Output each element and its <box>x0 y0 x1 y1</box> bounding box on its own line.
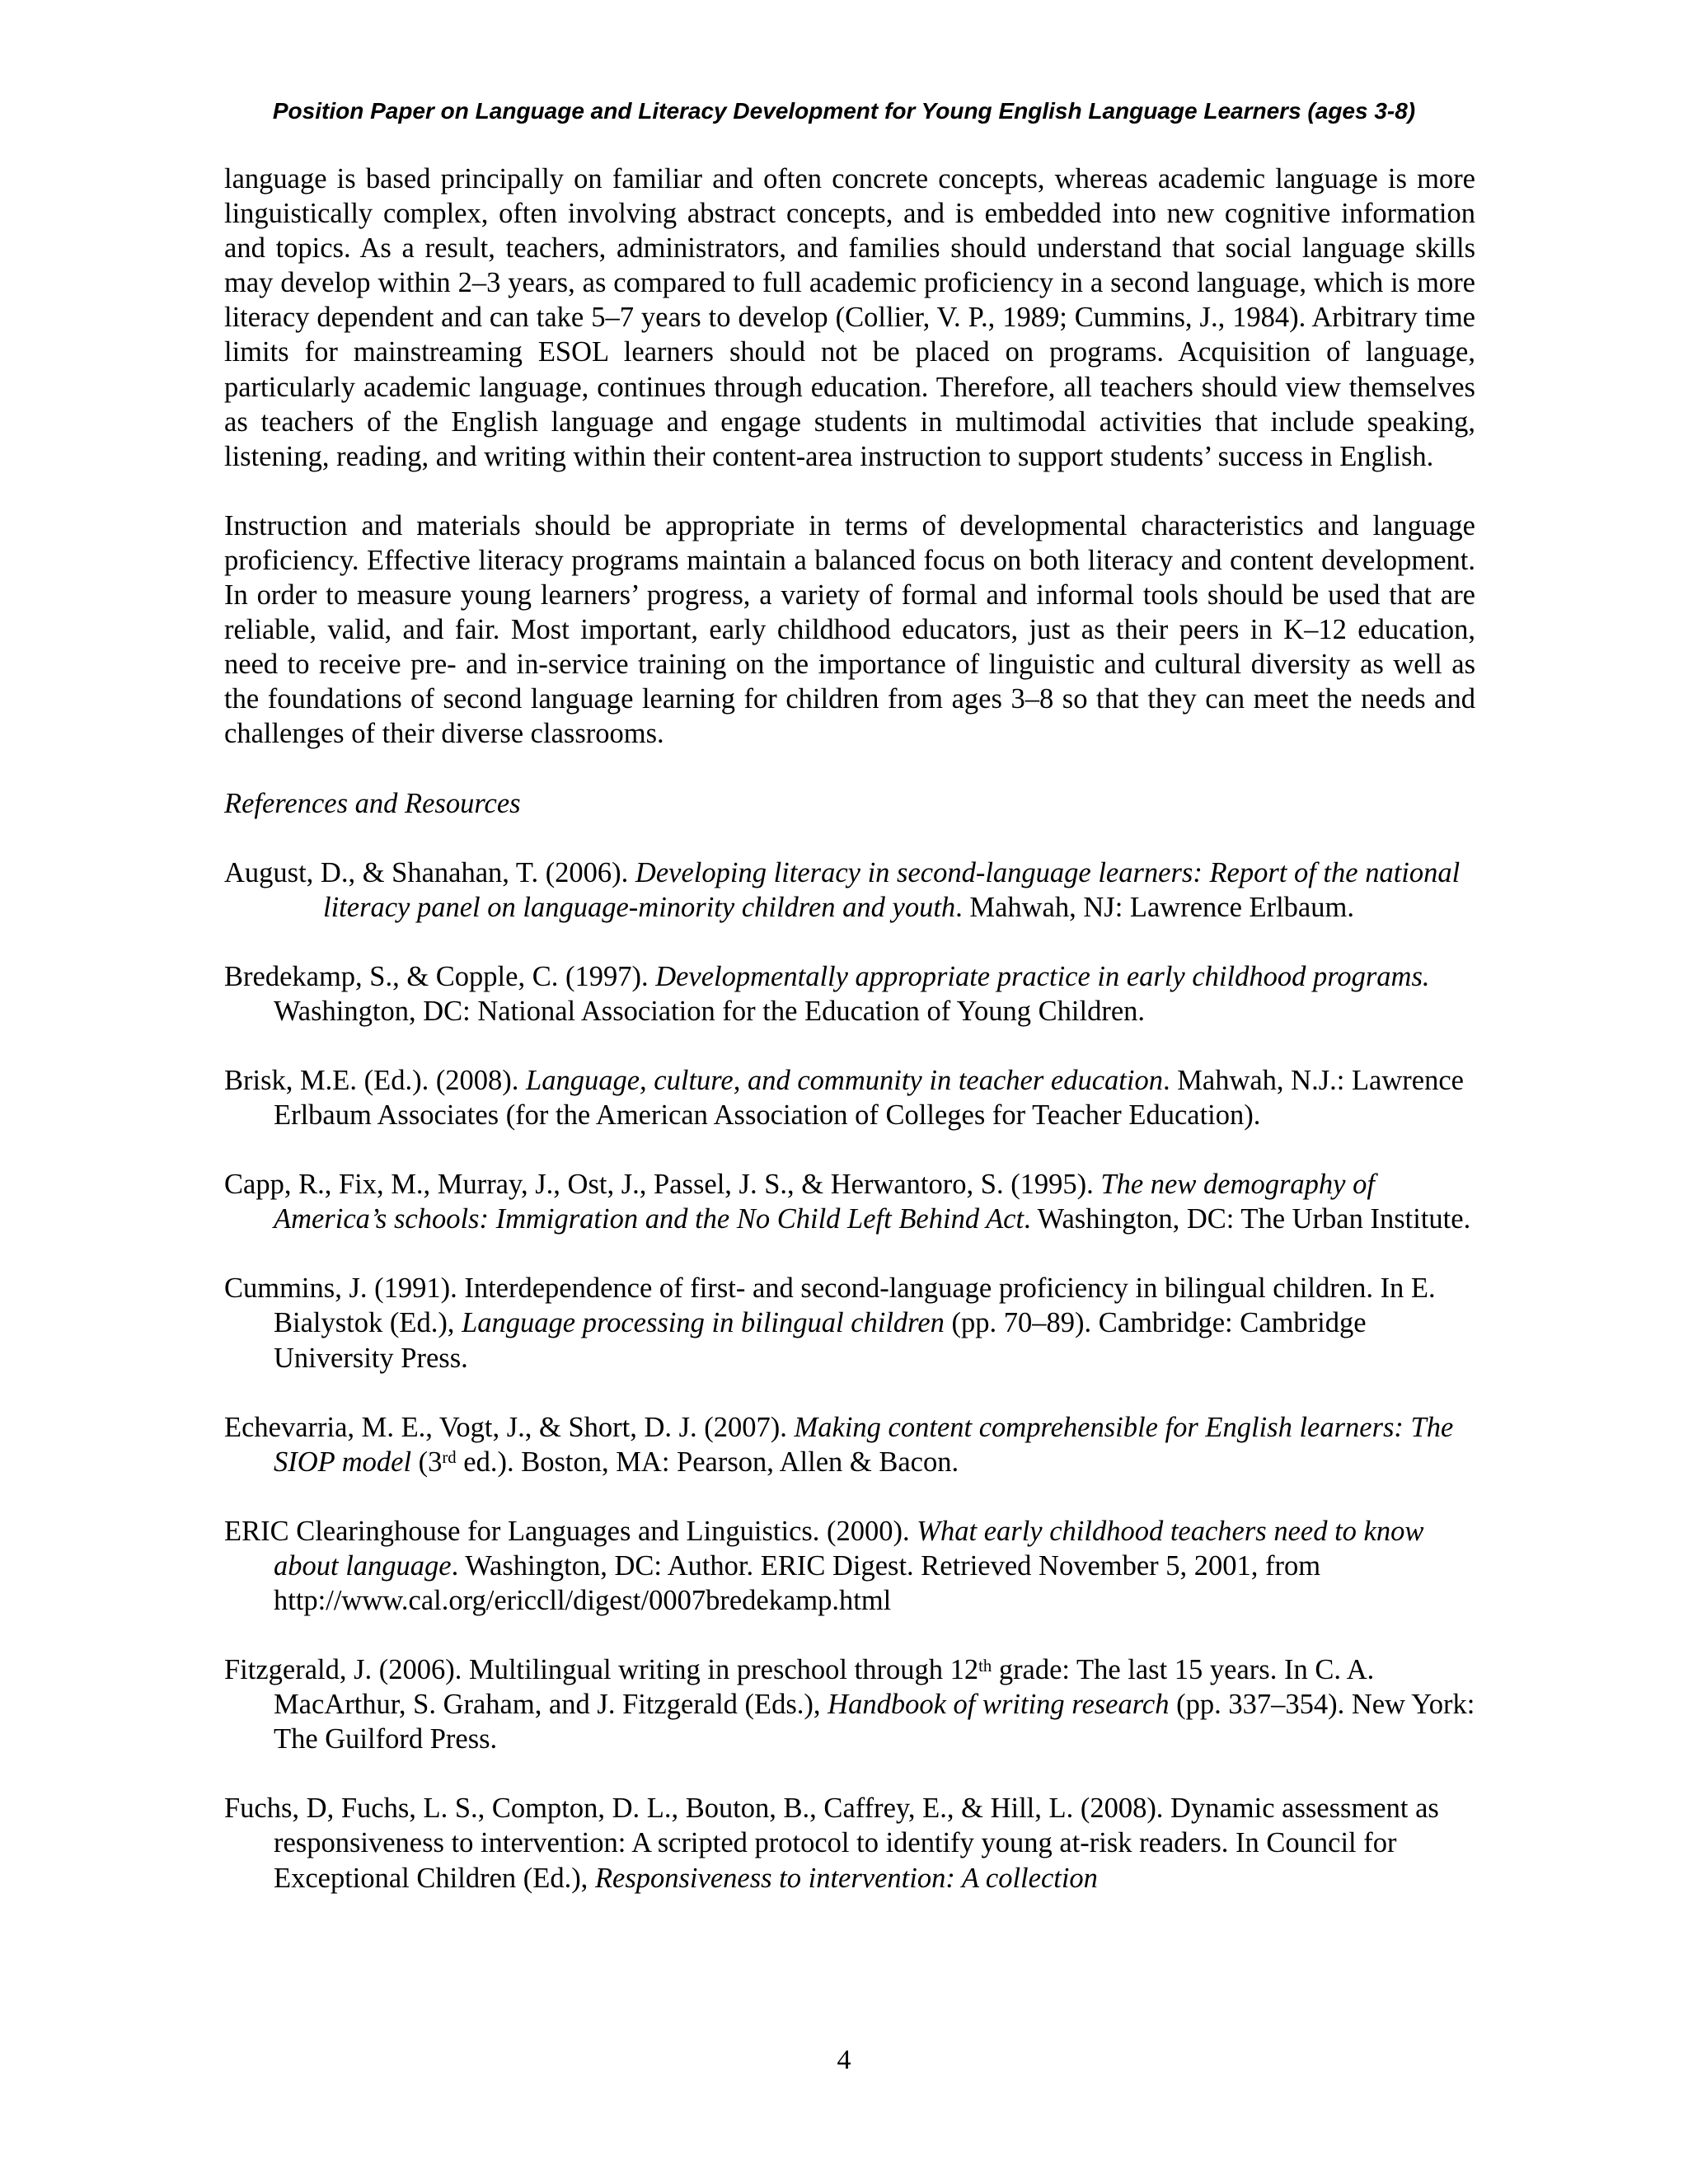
reference-title: What early childhood teachers need to know about language <box>274 1515 1424 1582</box>
reference-authors: Capp, R., Fix, M., Murray, J., Ost, J., Passel, J. S., & Herwantoro, S. (1995). <box>224 1169 1101 1201</box>
reference-title: Making content comprehensible for English learners: The SIOP model <box>274 1411 1454 1478</box>
reference-title: Language, culture, and community in teacher education <box>526 1064 1163 1096</box>
reference-publisher: . Washington, DC: Author. ERIC Digest. Retrieved November 5, 2001, from http://www.cal.org/ericcll/digest/0007bredekamp.html <box>274 1549 1321 1616</box>
ordinal-superscript: rd <box>442 1449 457 1468</box>
reference-publisher: (pp. 337–354). New York: The Guilford Press. <box>274 1689 1475 1755</box>
reference-authors: Brisk, M.E. (Ed.). (2008). <box>224 1064 527 1096</box>
reference-publisher: (pp. 70–89). Cambridge: Cambridge University Press. <box>274 1307 1367 1374</box>
page-number: 4 <box>837 2045 851 2075</box>
body-paragraph: Instruction and materials should be appropriate in terms of developmental characteristics and language proficiency. Effective literacy programs maintain a balanced focus on both literacy and content development. In order to measure young learners’ progress, a variety of formal and informal tools should be used that are reliable, valid, and fair. Most important, early childhood educators, just as their peers in K–12 education, need to receive pre- and in-service training on the importance of linguistic and cultural diversity as well as the foundations of second language learning for children from ages 3–8 so that they can meet the needs and challenges of their diverse classrooms. <box>224 509 1475 750</box>
reference-publisher: . Mahwah, NJ: Lawrence Erlbaum. <box>955 891 1354 923</box>
reference-title: Language processing in bilingual children <box>462 1307 945 1339</box>
reference-authors: August, D., & Shanahan, T. (2006). <box>224 856 635 888</box>
reference-authors: Fitzgerald, J. (2006). Multilingual writing in preschool through 12 <box>224 1654 979 1686</box>
reference-authors: Cummins, J. (1991). Interdependence of first- and second-language proficiency in bilingual children. In E. Bialystok (Ed.), <box>224 1272 1436 1339</box>
reference-publisher: . Mahwah, N.J.: Lawrence Erlbaum Associates (for the American Association of Colleges for Teacher Education). <box>274 1064 1464 1132</box>
reference-title: Responsiveness to intervention: A collection <box>594 1862 1098 1894</box>
reference-publisher: . Washington, DC: The Urban Institute. <box>1024 1203 1471 1235</box>
ordinal-superscript: th <box>978 1657 992 1675</box>
reference-entry <box>224 1791 1475 1895</box>
document-body <box>224 162 1475 1896</box>
reference-entry <box>224 1514 1475 1618</box>
reference-publisher: ed.). Boston, MA: Pearson, Allen & Bacon. <box>456 1446 959 1478</box>
reference-title: Developmentally appropriate practice in early childhood programs. <box>655 960 1430 992</box>
reference-authors: Echevarria, M. E., Vogt, J., & Short, D. J. (2007). <box>224 1411 795 1443</box>
reference-entry <box>224 1271 1475 1375</box>
reference-chapter: grade: The last 15 years. In C. A. MacArthur, S. Graham, and J. Fitzgerald (Eds.), <box>274 1654 1375 1721</box>
running-header: Position Paper on Language and Literacy Development for Young English Language Learners (ages 3-8) <box>272 98 1416 124</box>
reference-title: The new demography of America’s schools: Immigration and the No Child Left Behind Act <box>274 1169 1375 1235</box>
reference-entry <box>224 1167 1475 1236</box>
reference-publisher: Washington, DC: National Association for the Education of Young Children. <box>274 995 1146 1027</box>
reference-edition: (3 <box>411 1446 443 1478</box>
reference-title: Developing literacy in second-language learners: Report of the national literacy panel on language-minority children and youth <box>323 856 1461 923</box>
reference-entry <box>224 1410 1475 1479</box>
reference-authors: Fuchs, D, Fuchs, L. S., Compton, D. L., Bouton, B., Caffrey, E., & Hill, L. (2008). Dynamic assessment as responsiveness to intervention: A scripted protocol to identify young at-risk readers. In Council for Exceptional Children (Ed.), <box>224 1793 1439 1894</box>
reference-entry <box>224 1063 1475 1132</box>
reference-title: Handbook of writing research <box>828 1689 1170 1721</box>
reference-authors: Bredekamp, S., & Copple, C. (1997). <box>224 960 656 992</box>
body-paragraph: language is based principally on familiar and often concrete concepts, whereas academic language is more linguistically complex, often involving abstract concepts, and is embedded into new cognitive information and topics. As a result, teachers, administrators, and families should understand that social language skills may develop within 2–3 years, as compared to full academic proficiency in a second language, which is more literacy dependent and can take 5–7 years to develop (Collier, V. P., 1989; Cummins, J., 1984). Arbitrary time limits for mainstreaming ESOL learners should not be placed on programs. Acquisition of language, particularly academic language, continues through education. Therefore, all teachers should view themselves as teachers of the English language and engage students in multimodal activities that include speaking, listening, reading, and writing within their content-area instruction to support students’ success in English. <box>224 163 1475 472</box>
reference-authors: ERIC Clearinghouse for Languages and Linguistics. (2000). <box>224 1515 917 1547</box>
references-heading: References and Resources <box>224 787 521 819</box>
reference-entry <box>224 1652 1475 1756</box>
reference-entry <box>224 959 1475 1029</box>
reference-entry <box>224 855 1475 925</box>
